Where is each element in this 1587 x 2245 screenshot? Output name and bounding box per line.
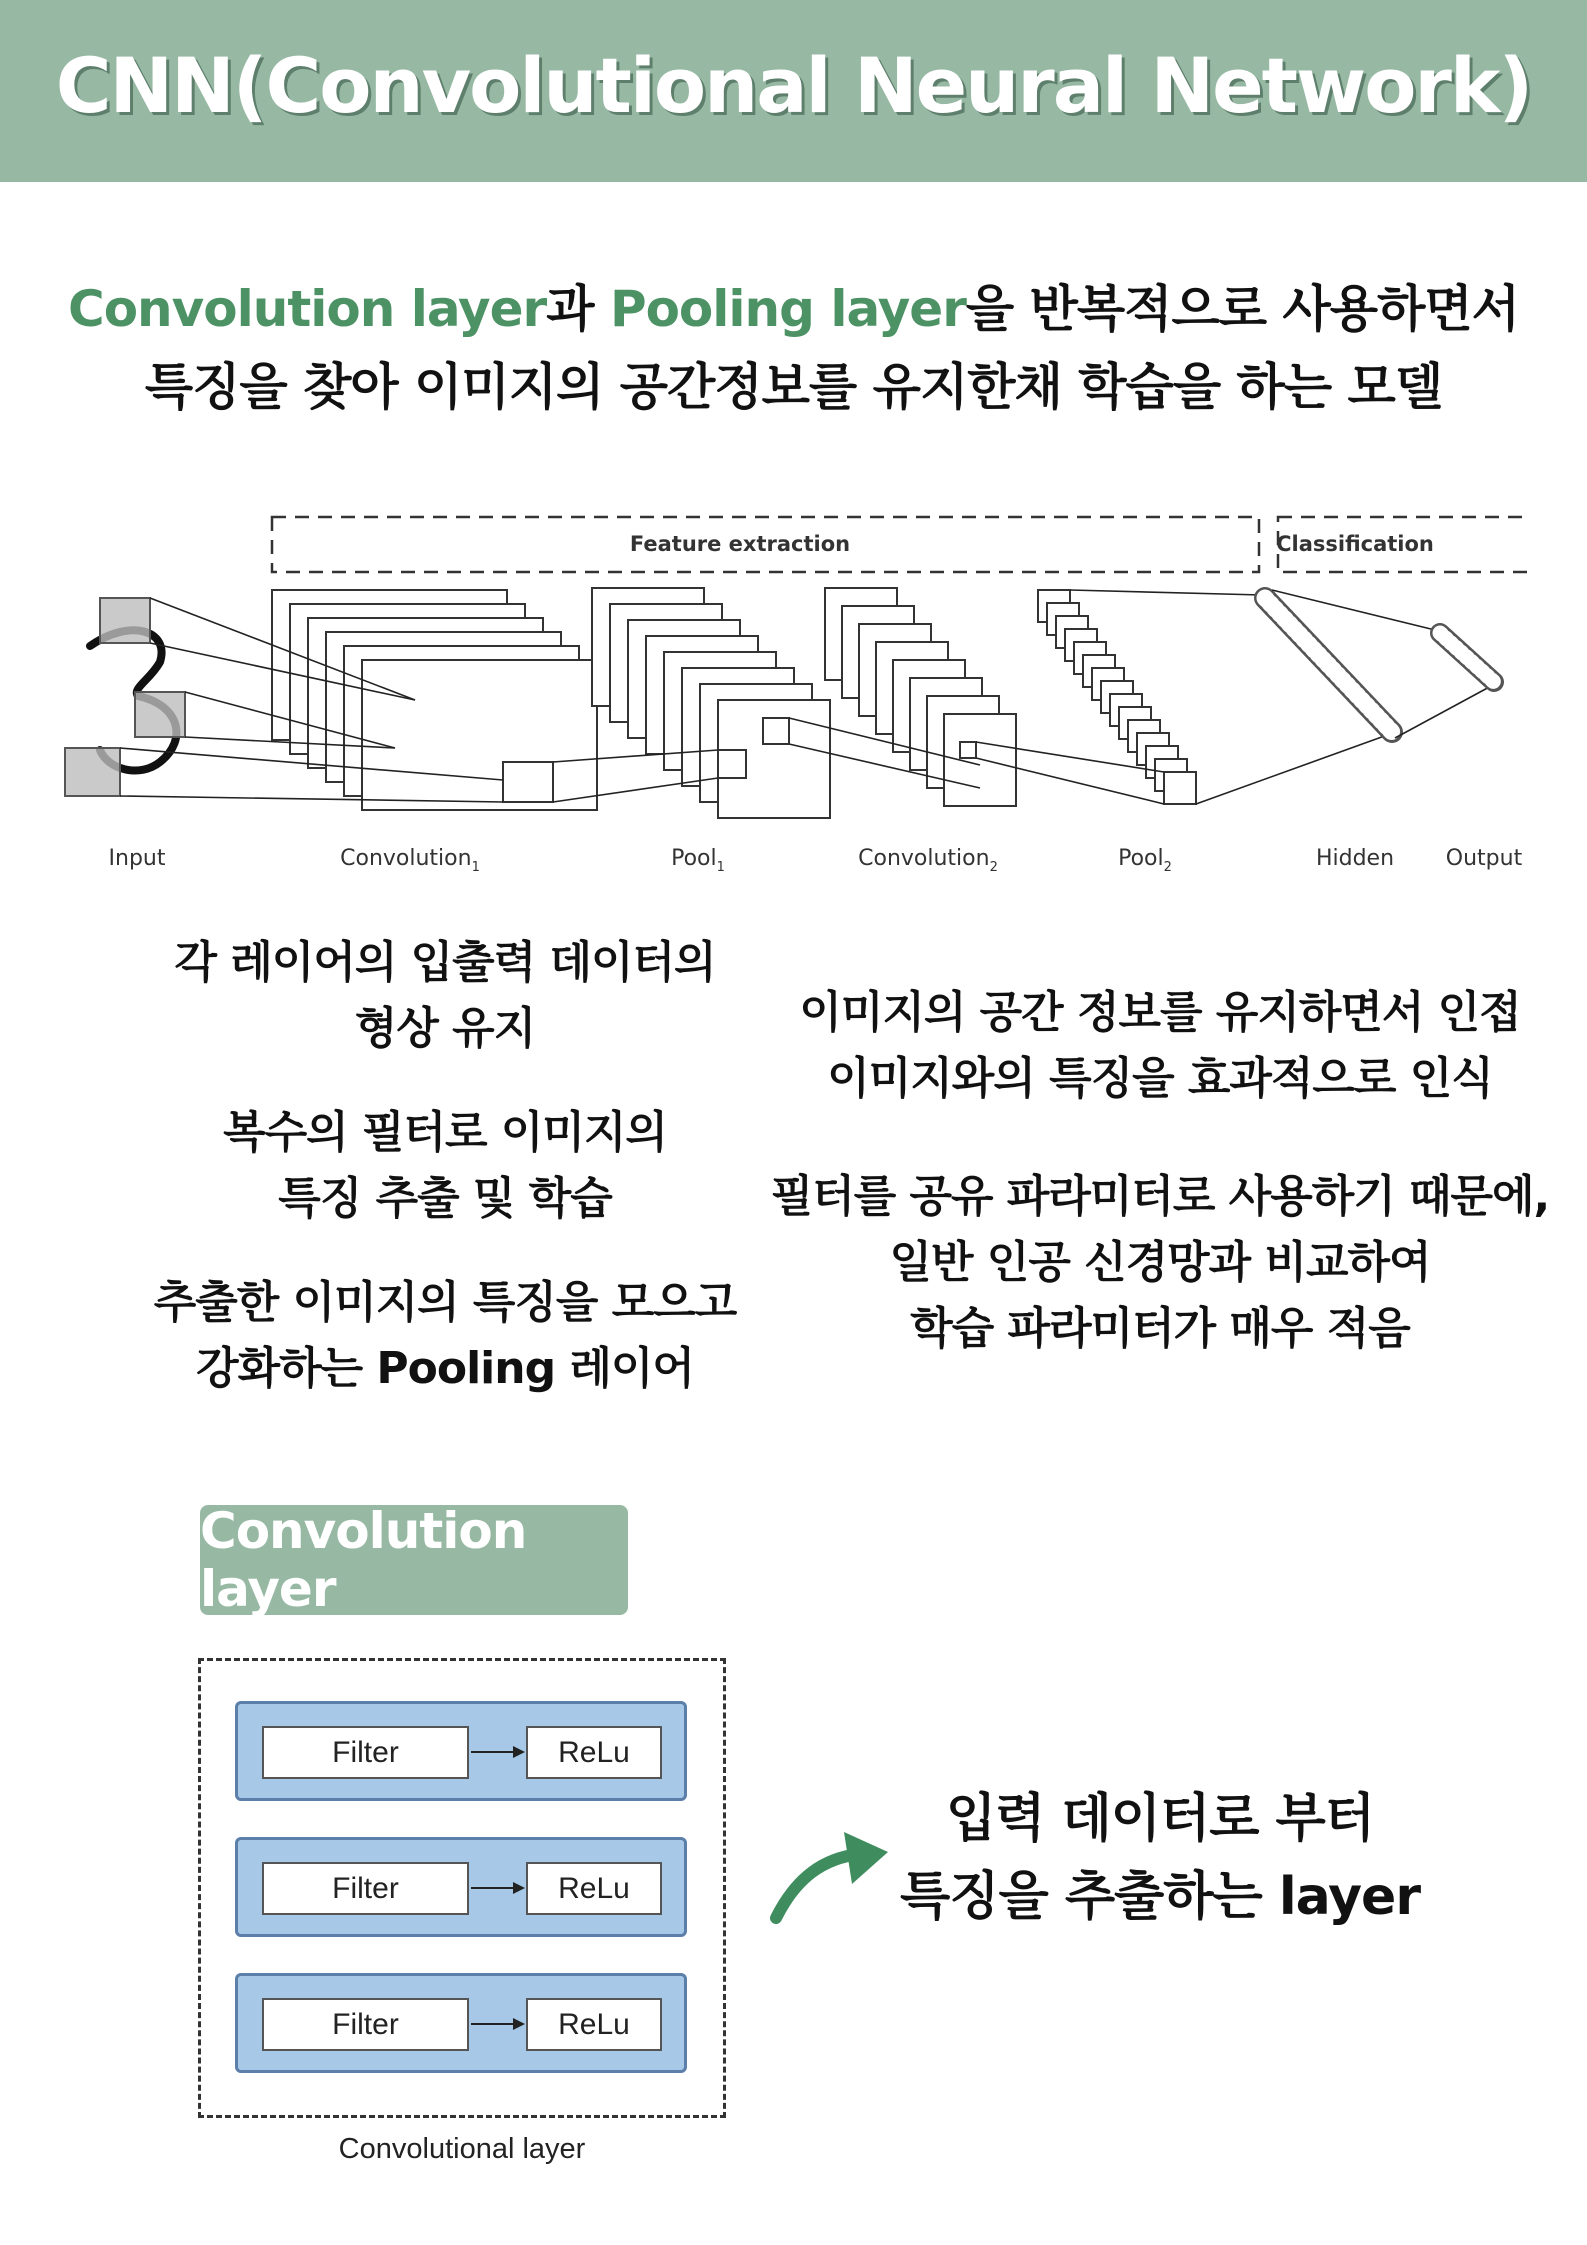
arrow-right-icon bbox=[469, 1742, 526, 1762]
summary-connector: 과 bbox=[546, 280, 610, 338]
relu-box: ReLu bbox=[526, 1726, 662, 1779]
pool-2-maps bbox=[1038, 590, 1196, 804]
summary-text bbox=[0, 270, 1587, 426]
pooling-layer-term: Pooling layer bbox=[609, 280, 966, 338]
filter-relu-row bbox=[235, 1837, 687, 1937]
layer-label-convolution-1: Convolution$_1$ bbox=[340, 846, 480, 875]
right-point: 필터를 공유 파라미터로 사용하기 때문에, 일반 인공 신경망과 비교하여 학습 파라미터가 매우 적음 bbox=[770, 1171, 1550, 1354]
convolutional-layer-figure bbox=[198, 1658, 726, 2118]
summary-line-2: 특징을 찾아 이미지의 공간정보를 유지한채 학습을 하는 모델 bbox=[144, 358, 1443, 416]
cnn-architecture-diagram bbox=[50, 500, 1530, 900]
filter-box: Filter bbox=[262, 1862, 469, 1915]
filter-relu-row bbox=[235, 1973, 687, 2073]
convolution-layer-description: 입력 데이터로 부터 특징을 추출하는 layer bbox=[900, 1789, 1420, 1927]
convolution-1-maps bbox=[272, 590, 597, 810]
relu-box: ReLu bbox=[526, 1998, 662, 2051]
convolution-layer-term: Convolution layer bbox=[68, 280, 547, 338]
left-point: 추출한 이미지의 특징을 모으고 강화하는 Pooling 레이어 bbox=[153, 1277, 737, 1394]
convolution-2-maps bbox=[825, 588, 1016, 806]
right-point: 이미지의 공간 정보를 유지하면서 인접 이미지와의 특징을 효과적으로 인식 bbox=[799, 987, 1521, 1104]
curved-arrow-icon bbox=[768, 1826, 892, 1926]
convolution-layer-tag: Convolution layer bbox=[200, 1505, 628, 1615]
layer-label-convolution-2: Convolution$_2$ bbox=[858, 846, 998, 875]
classification-label: Classification bbox=[1276, 532, 1434, 556]
layer-label-hidden: Hidden bbox=[1315, 846, 1395, 871]
layer-label-pool-2: Pool$_2$ bbox=[1118, 846, 1172, 875]
layer-label-output: Output bbox=[1445, 846, 1523, 871]
feature-extraction-label: Feature extraction bbox=[629, 532, 851, 556]
summary-line-1 bbox=[0, 270, 1587, 348]
relu-box: ReLu bbox=[526, 1862, 662, 1915]
right-points bbox=[760, 980, 1560, 1414]
page-title: CNN(Convolutional Neural Network) bbox=[55, 40, 1532, 130]
layer-label-input: Input bbox=[108, 846, 166, 871]
summary-line-1-rest: 을 반복적으로 사용하면서 bbox=[965, 280, 1519, 338]
pool-1-maps bbox=[592, 588, 830, 818]
filter-box: Filter bbox=[262, 1726, 469, 1779]
left-point: 각 레이어의 입출력 데이터의 형상 유지 bbox=[174, 937, 716, 1054]
layer-label-pool-1: Pool$_1$ bbox=[671, 846, 725, 875]
filter-box: Filter bbox=[262, 1998, 469, 2051]
arrow-right-icon bbox=[469, 2014, 526, 2034]
left-points bbox=[95, 930, 795, 1440]
left-point: 복수의 필터로 이미지의 특징 추출 및 학습 bbox=[223, 1107, 667, 1224]
input-image bbox=[65, 598, 185, 796]
filter-relu-row bbox=[235, 1701, 687, 1801]
arrow-right-icon bbox=[469, 1878, 526, 1898]
convolutional-layer-caption: Convolutional layer bbox=[338, 2133, 586, 2165]
